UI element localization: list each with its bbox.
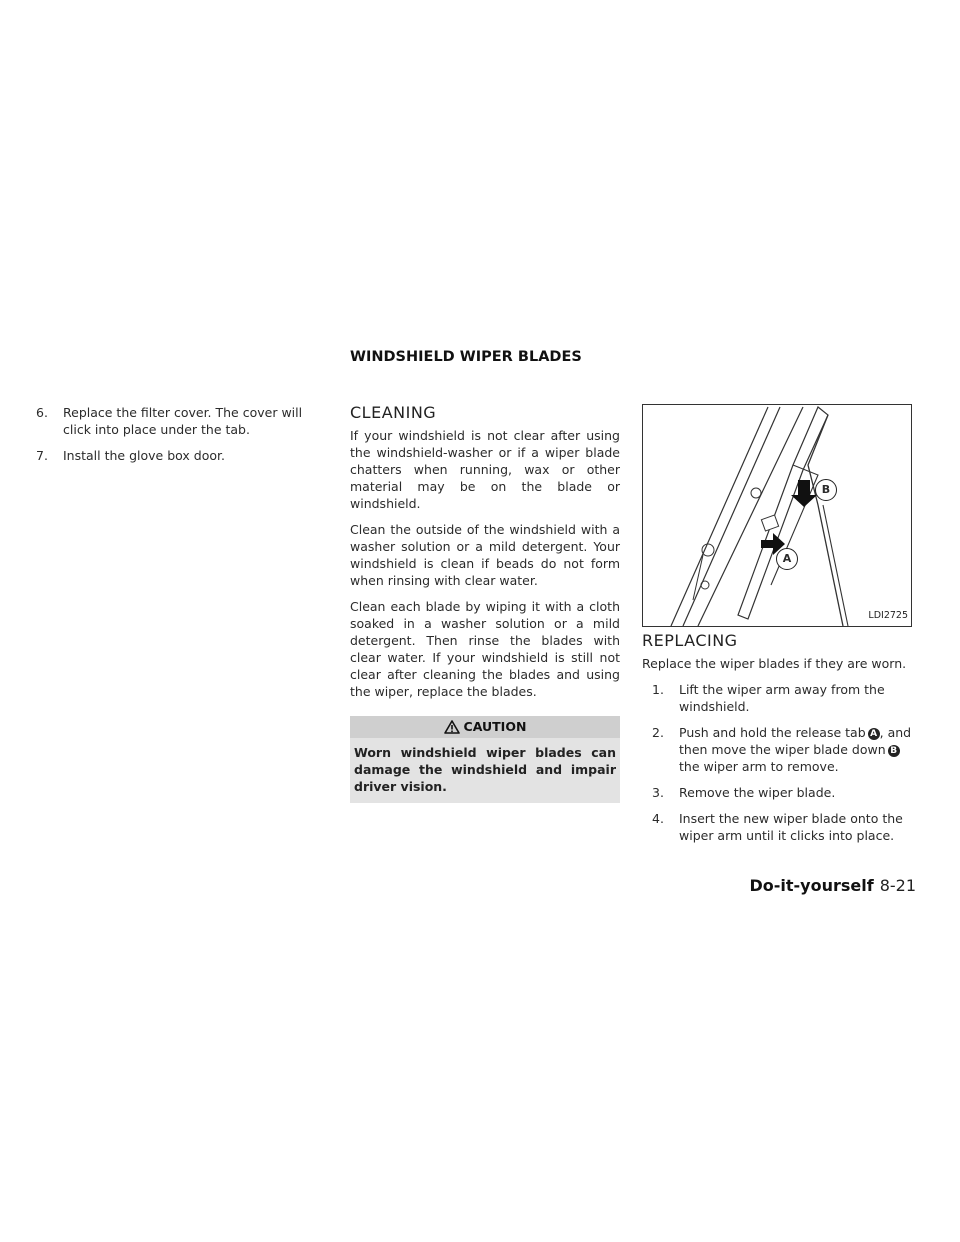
step-text: Install the glove box door.	[63, 448, 225, 463]
step-number: 1.	[652, 682, 664, 697]
replace-step-1	[652, 681, 914, 715]
step-text: Remove the wiper blade.	[679, 785, 836, 800]
step-number: 4.	[652, 811, 664, 826]
caution-label: CAUTION	[463, 719, 527, 734]
page-footer	[749, 876, 916, 895]
step-text: Lift the wiper arm away from the windshield.	[679, 682, 885, 714]
warning-icon	[444, 720, 460, 734]
step-text: Insert the new wiper blade onto the wiper arm until it clicks into place.	[679, 811, 903, 843]
step-number: 3.	[652, 785, 664, 800]
callout-b-label: B	[815, 479, 837, 501]
caution-header	[350, 716, 620, 738]
wiper-illustration	[642, 404, 912, 627]
figure-id: LDI2725	[868, 610, 908, 621]
cleaning-section	[350, 404, 620, 803]
chapter-name: Do-it-yourself	[749, 876, 874, 895]
step-number: 7.	[36, 448, 48, 463]
cleaning-paragraph-3: Clean each blade by wiping it with a cloth soaked in a washer solution or a mild detergent. Then rinse the blades with clear water. If your windshield is still not clear after cleaning the blades and using the wiper, replace the blades.	[350, 599, 620, 699]
caution-box	[350, 716, 620, 803]
step-number: 2.	[652, 725, 664, 740]
caution-text: Worn windshield wiper blades can damage the windshield and impair driver vision.	[354, 745, 616, 794]
callout-b-icon: B	[888, 745, 900, 757]
step-text-mid: , and then move the wiper blade down	[679, 725, 912, 757]
page-number: 8-21	[879, 876, 916, 895]
cleaning-paragraph-1: If your windshield is not clear after using the windshield-washer or if a wiper blade chatters when running, wax or other material may be on the blade or windshield.	[350, 428, 620, 511]
step-number: 6.	[36, 405, 48, 420]
left-column	[36, 404, 326, 473]
replacing-intro: Replace the wiper blades if they are worn.	[642, 656, 907, 671]
step-text-post: the wiper arm to remove.	[679, 759, 839, 774]
replacing-section	[642, 404, 914, 853]
step-text: Replace the filter cover. The cover will click into place under the tab.	[63, 405, 303, 437]
cleaning-paragraph-2: Clean the outside of the windshield with a washer solution or a mild detergent. Your windshield is clean if beads do not form when rinsing with clear water.	[350, 522, 620, 588]
cleaning-heading: CLEANING	[350, 403, 437, 422]
step-7	[36, 447, 326, 464]
callout-a-icon: A	[868, 728, 880, 740]
callout-a-label: A	[776, 548, 798, 570]
section-title: WINDSHIELD WIPER BLADES	[350, 349, 582, 365]
step-text-pre: Push and hold the release tab	[679, 725, 866, 740]
step-6	[36, 404, 326, 438]
replace-step-2	[652, 724, 914, 775]
replace-step-4	[652, 810, 914, 844]
replace-step-3	[652, 784, 914, 801]
wiper-arm-drawing	[643, 405, 911, 626]
replacing-heading: REPLACING	[642, 631, 738, 650]
